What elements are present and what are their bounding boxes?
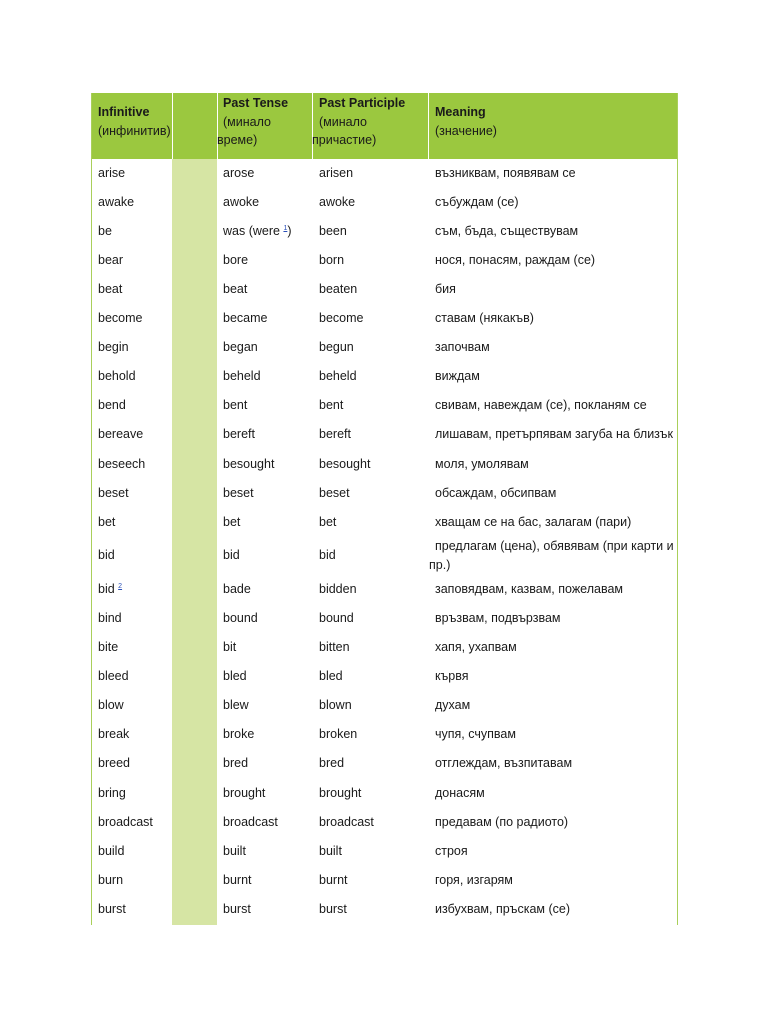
cell-past-tense bbox=[223, 669, 247, 683]
header-divider bbox=[172, 93, 173, 159]
past-tense-text: bound bbox=[223, 610, 258, 625]
table-row bbox=[92, 363, 677, 392]
infinitive-text: beat bbox=[98, 281, 123, 296]
cell-past-tense bbox=[223, 486, 254, 500]
infinitive-text: bet bbox=[98, 514, 116, 529]
irregular-verbs-table bbox=[91, 93, 678, 925]
footnote-link[interactable]: 1 bbox=[283, 224, 288, 232]
cell-meaning: заповядвам, казвам, пожелавам bbox=[435, 581, 624, 596]
cell-infinitive bbox=[98, 640, 118, 654]
table-row bbox=[92, 188, 677, 217]
past-tense-text: beset bbox=[223, 485, 254, 500]
cell-past-participle: beheld bbox=[319, 369, 357, 384]
cell-infinitive bbox=[98, 727, 129, 741]
past-tense-text: brought bbox=[223, 785, 266, 800]
cell-infinitive bbox=[98, 902, 126, 916]
cell-meaning: горя, изгарям bbox=[435, 872, 513, 887]
cell-infinitive bbox=[98, 669, 129, 683]
infinitive-text: behold bbox=[98, 369, 136, 384]
table-row bbox=[92, 837, 677, 866]
cell-past-tense bbox=[223, 166, 254, 180]
infinitive-text: breed bbox=[98, 756, 130, 771]
cell-infinitive bbox=[98, 756, 130, 770]
cell-infinitive bbox=[98, 815, 153, 829]
table-row bbox=[92, 508, 677, 537]
infinitive-text: burn bbox=[98, 872, 124, 887]
cell-past-tense bbox=[223, 756, 248, 770]
cell-past-participle: bent bbox=[319, 398, 344, 413]
cell-past-tense bbox=[223, 515, 240, 529]
header-past-participle-bg2: причастие) bbox=[312, 133, 377, 147]
past-tense-text: burst bbox=[223, 901, 251, 916]
table-row bbox=[92, 217, 677, 246]
table-row bbox=[92, 537, 677, 575]
past-tense-text: broadcast bbox=[223, 814, 278, 829]
cell-past-tense bbox=[223, 611, 258, 625]
cell-meaning: избухвам, пръскам (се) bbox=[435, 901, 571, 916]
cell-past-tense bbox=[223, 902, 251, 916]
infinitive-text: become bbox=[98, 311, 143, 326]
cell-past-participle: broadcast bbox=[319, 814, 374, 829]
table-row bbox=[92, 604, 677, 633]
cell-past-tense bbox=[223, 282, 247, 296]
cell-infinitive bbox=[98, 253, 123, 267]
cell-past-tense bbox=[223, 548, 240, 562]
cell-meaning: отглеждам, възпитавам bbox=[435, 756, 573, 771]
header-past-tense-bg2: време) bbox=[217, 133, 258, 147]
cell-past-participle: bet bbox=[319, 514, 337, 529]
past-tense-text: burnt bbox=[223, 872, 252, 887]
past-tense-text: bet bbox=[223, 514, 241, 529]
cell-past-tense bbox=[223, 698, 249, 712]
infinitive-text: bend bbox=[98, 398, 126, 413]
cell-past-tense bbox=[223, 340, 258, 354]
cell-meaning: събуждам (се) bbox=[435, 194, 519, 209]
cell-meaning: хапя, ухапвам bbox=[435, 640, 517, 655]
cell-past-tense bbox=[223, 873, 252, 887]
infinitive-text: awake bbox=[98, 194, 135, 209]
header-meaning-bg: (значение) bbox=[435, 123, 497, 138]
cell-past-participle: awoke bbox=[319, 194, 356, 209]
table-row bbox=[92, 663, 677, 692]
table-row bbox=[92, 895, 677, 924]
cell-past-participle: burnt bbox=[319, 872, 348, 887]
cell-meaning: духам bbox=[435, 698, 471, 713]
cell-past-participle: beaten bbox=[319, 281, 358, 296]
past-tense-text: beheld bbox=[223, 369, 261, 384]
header-meaning-en: Meaning bbox=[435, 105, 486, 119]
cell-past-tense bbox=[223, 398, 247, 412]
cell-past-tense bbox=[223, 369, 261, 383]
cell-meaning: започвам bbox=[435, 340, 490, 355]
past-tense-text: bent bbox=[223, 398, 248, 413]
cell-past-participle: bidden bbox=[319, 581, 357, 596]
infinitive-text: arise bbox=[98, 165, 126, 180]
cell-past-participle: broken bbox=[319, 727, 358, 742]
cell-past-tense bbox=[223, 727, 254, 741]
past-tense-text: was (were bbox=[223, 223, 284, 238]
cell-past-participle: been bbox=[319, 223, 347, 238]
cell-meaning: ставам (някакъв) bbox=[435, 311, 534, 326]
cell-past-participle: bound bbox=[319, 610, 354, 625]
infinitive-text: broadcast bbox=[98, 814, 153, 829]
table-header bbox=[92, 93, 677, 159]
header-past-tense bbox=[217, 94, 288, 160]
cell-infinitive bbox=[98, 786, 126, 800]
cell-past-tense bbox=[223, 253, 248, 267]
cell-meaning: обсаждам, обсипвам bbox=[435, 485, 557, 500]
cell-past-participle: bid bbox=[319, 548, 336, 563]
past-tense-tail: ) bbox=[287, 223, 292, 238]
past-tense-text: bade bbox=[223, 581, 251, 596]
header-past-participle-bg1: (минало bbox=[319, 114, 367, 129]
cell-infinitive bbox=[98, 873, 123, 887]
table-row bbox=[92, 692, 677, 721]
past-tense-text: arose bbox=[223, 165, 255, 180]
cell-meaning: предавам (по радиото) bbox=[435, 814, 569, 829]
past-tense-text: awoke bbox=[223, 194, 260, 209]
infinitive-text: bid bbox=[98, 548, 115, 563]
infinitive-text: blow bbox=[98, 698, 124, 713]
table-row bbox=[92, 275, 677, 304]
cell-past-tense bbox=[223, 195, 259, 209]
infinitive-text: beseech bbox=[98, 456, 146, 471]
cell-infinitive bbox=[98, 486, 129, 500]
table-row bbox=[92, 721, 677, 750]
cell-past-participle: bled bbox=[319, 669, 343, 684]
cell-meaning: лишавам, претърпявам загуба на близък bbox=[435, 427, 673, 442]
infinitive-text: burst bbox=[98, 901, 126, 916]
header-divider bbox=[428, 93, 429, 159]
table-row bbox=[92, 392, 677, 421]
cell-past-tense bbox=[223, 457, 274, 471]
cell-infinitive bbox=[98, 844, 124, 858]
header-past-tense-bg1: (минало bbox=[223, 114, 271, 129]
cell-infinitive bbox=[98, 398, 126, 412]
cell-meaning: съм, бъда, съществувам bbox=[435, 223, 579, 238]
table-row bbox=[92, 305, 677, 334]
cell-infinitive bbox=[98, 340, 129, 354]
cell-past-participle: bitten bbox=[319, 640, 350, 655]
table-row bbox=[92, 159, 677, 188]
cell-past-tense bbox=[223, 844, 246, 858]
past-tense-text: bereft bbox=[223, 427, 255, 442]
table-row bbox=[92, 750, 677, 779]
table-row bbox=[92, 866, 677, 895]
cell-meaning: свивам, навеждам (се), покланям се bbox=[435, 398, 647, 413]
cell-infinitive bbox=[98, 698, 124, 712]
header-past-participle bbox=[312, 94, 405, 160]
infinitive-text: bid bbox=[98, 581, 119, 596]
header-past-participle-en: Past Participle bbox=[319, 96, 406, 110]
cell-infinitive bbox=[98, 166, 125, 180]
cell-meaning: чупя, счупвам bbox=[435, 727, 516, 742]
infinitive-text: be bbox=[98, 223, 112, 238]
cell-past-tense bbox=[223, 815, 278, 829]
cell-past-tense bbox=[223, 786, 265, 800]
infinitive-text: break bbox=[98, 727, 130, 742]
cell-infinitive bbox=[98, 369, 136, 383]
cell-meaning: връзвам, подвързвам bbox=[435, 610, 561, 625]
table-row bbox=[92, 808, 677, 837]
past-tense-text: began bbox=[223, 340, 258, 355]
infinitive-text: beset bbox=[98, 485, 129, 500]
cell-infinitive bbox=[98, 311, 142, 325]
past-tense-text: beat bbox=[223, 281, 248, 296]
cell-meaning: предлагам (цена), обявявам (при карти и пр.) bbox=[429, 539, 674, 573]
cell-infinitive bbox=[98, 548, 115, 562]
cell-meaning: бия bbox=[435, 281, 456, 296]
past-tense-text: bled bbox=[223, 669, 247, 684]
past-tense-text: bore bbox=[223, 252, 249, 267]
cell-meaning: възниквам, появявам се bbox=[435, 165, 576, 180]
cell-infinitive bbox=[98, 224, 112, 238]
table-row bbox=[92, 779, 677, 808]
infinitive-text: bind bbox=[98, 610, 122, 625]
cell-meaning: нося, понасям, раждам (се) bbox=[435, 252, 596, 267]
table-row bbox=[92, 334, 677, 363]
table-row bbox=[92, 634, 677, 663]
cell-infinitive bbox=[98, 282, 122, 296]
cell-past-tense bbox=[223, 427, 255, 441]
cell-past-participle: burst bbox=[319, 901, 347, 916]
cell-past-participle: begun bbox=[319, 340, 354, 355]
cell-past-tense bbox=[223, 582, 251, 596]
cell-past-participle: bred bbox=[319, 756, 345, 771]
cell-infinitive bbox=[98, 457, 145, 471]
cell-meaning: хващам се на бас, залагам (пари) bbox=[435, 514, 632, 529]
table-row bbox=[92, 479, 677, 508]
cell-infinitive bbox=[98, 582, 122, 596]
infinitive-text: bereave bbox=[98, 427, 144, 442]
header-infinitive-en: Infinitive bbox=[98, 105, 150, 119]
cell-infinitive bbox=[98, 427, 143, 441]
cell-past-tense bbox=[223, 224, 292, 238]
table-row bbox=[92, 575, 677, 604]
header-infinitive-bg: (инфинитив) bbox=[98, 123, 171, 138]
cell-past-participle: besought bbox=[319, 456, 371, 471]
cell-past-participle: blown bbox=[319, 698, 352, 713]
infinitive-text: begin bbox=[98, 340, 129, 355]
cell-infinitive bbox=[98, 195, 134, 209]
past-tense-text: bid bbox=[223, 548, 240, 563]
cell-past-participle: brought bbox=[319, 785, 362, 800]
infinitive-text: bleed bbox=[98, 669, 129, 684]
table-row bbox=[92, 246, 677, 275]
cell-past-participle: become bbox=[319, 311, 364, 326]
past-tense-text: became bbox=[223, 311, 268, 326]
cell-past-participle: beset bbox=[319, 485, 350, 500]
table-row bbox=[92, 450, 677, 479]
cell-infinitive bbox=[98, 515, 115, 529]
past-tense-text: bit bbox=[223, 640, 237, 655]
past-tense-text: besought bbox=[223, 456, 275, 471]
cell-meaning: моля, умолявам bbox=[435, 456, 529, 471]
table-row bbox=[92, 421, 677, 450]
cell-meaning: донасям bbox=[435, 785, 485, 800]
footnote-link[interactable]: 2 bbox=[118, 582, 123, 590]
cell-past-tense bbox=[223, 640, 236, 654]
past-tense-text: bred bbox=[223, 756, 249, 771]
past-tense-text: blew bbox=[223, 698, 249, 713]
header-past-tense-en: Past Tense bbox=[223, 96, 289, 110]
cell-infinitive bbox=[98, 611, 122, 625]
cell-meaning: строя bbox=[435, 843, 468, 858]
cell-past-tense bbox=[223, 311, 267, 325]
infinitive-text: bear bbox=[98, 252, 124, 267]
infinitive-text: build bbox=[98, 843, 125, 858]
infinitive-text: bite bbox=[98, 640, 119, 655]
cell-meaning: виждам bbox=[435, 369, 480, 384]
cell-past-participle: built bbox=[319, 843, 342, 858]
cell-meaning: кървя bbox=[435, 669, 469, 684]
cell-past-participle: arisen bbox=[319, 165, 354, 180]
cell-past-participle: bereft bbox=[319, 427, 351, 442]
cell-past-participle: born bbox=[319, 252, 345, 267]
past-tense-text: built bbox=[223, 843, 246, 858]
past-tense-text: broke bbox=[223, 727, 255, 742]
infinitive-text: bring bbox=[98, 785, 126, 800]
